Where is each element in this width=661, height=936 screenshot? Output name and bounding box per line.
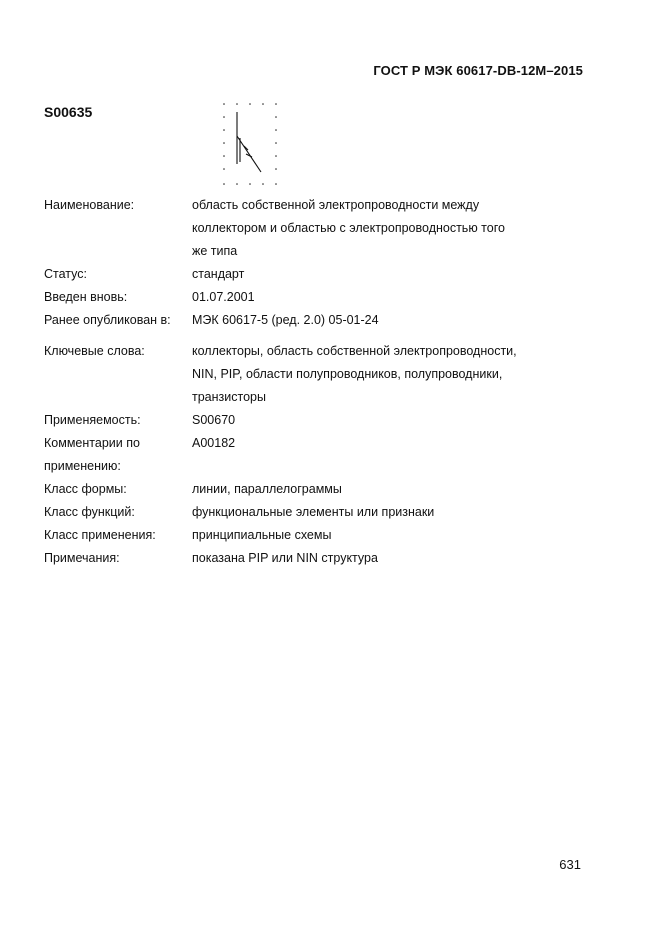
value-line: принципиальные схемы	[192, 528, 332, 542]
value-line: коллектором и областью с электропроводностью того	[192, 221, 505, 235]
field-value	[192, 340, 564, 409]
value-line: S00670	[192, 413, 236, 427]
field-application-comments	[44, 432, 564, 478]
field-value	[192, 309, 564, 332]
value-line: функциональные элементы или признаки	[192, 505, 435, 519]
field-function-class	[44, 501, 564, 524]
field-label: Наименование:	[44, 198, 135, 212]
field-value	[192, 501, 564, 524]
value-line: же типа	[192, 244, 238, 258]
field-value	[192, 194, 564, 263]
field-label: Класс формы:	[44, 482, 127, 496]
field-previously-published	[44, 309, 564, 332]
field-introduced	[44, 286, 564, 309]
field-name	[44, 194, 564, 263]
field-status	[44, 263, 564, 286]
field-value	[192, 478, 564, 501]
field-value	[192, 263, 564, 286]
field-value	[192, 432, 564, 478]
value-line: 01.07.2001	[192, 290, 255, 304]
value-line: коллекторы, область собственной электропроводности,	[192, 344, 517, 358]
field-value	[192, 524, 564, 547]
field-shape-class	[44, 478, 564, 501]
base-region-lines	[237, 112, 261, 172]
field-value	[192, 409, 564, 432]
field-label: Введен вновь:	[44, 290, 128, 304]
field-label: Ключевые слова:	[44, 344, 145, 358]
field-label: Ранее опубликован в:	[44, 313, 171, 327]
field-application-class	[44, 524, 564, 547]
field-applicability	[44, 409, 564, 432]
value-line: линии, параллелограммы	[192, 482, 342, 496]
value-line: стандарт	[192, 267, 245, 281]
field-notes	[44, 547, 564, 570]
field-label	[44, 432, 192, 478]
value-line: МЭК 60617-5 (ред. 2.0) 05-01-24	[192, 313, 379, 327]
label-line: Комментарии по	[44, 436, 140, 450]
field-label: Применяемость:	[44, 413, 141, 427]
field-label: Статус:	[44, 267, 87, 281]
field-value	[192, 286, 564, 309]
label-line: применению:	[44, 459, 121, 473]
field-keywords	[44, 340, 564, 409]
value-line: транзисторы	[192, 390, 266, 404]
symbol-code: S00635	[44, 104, 93, 120]
value-line: A00182	[192, 436, 236, 450]
symbol-graphic	[218, 98, 284, 190]
fields-table	[44, 194, 564, 570]
page-number: 631	[559, 857, 581, 872]
field-value	[192, 547, 564, 570]
field-label: Примечания:	[44, 551, 120, 565]
document-header: ГОСТ Р МЭК 60617-DB-12M–2015	[373, 63, 583, 78]
grid-dots	[223, 103, 277, 185]
field-label: Класс применения:	[44, 528, 156, 542]
value-line: область собственной электропроводности между	[192, 198, 480, 212]
value-line: NIN, PIP, области полупроводников, полупроводники,	[192, 367, 503, 381]
value-line: показана PIP или NIN структура	[192, 551, 378, 565]
field-label: Класс функций:	[44, 505, 135, 519]
